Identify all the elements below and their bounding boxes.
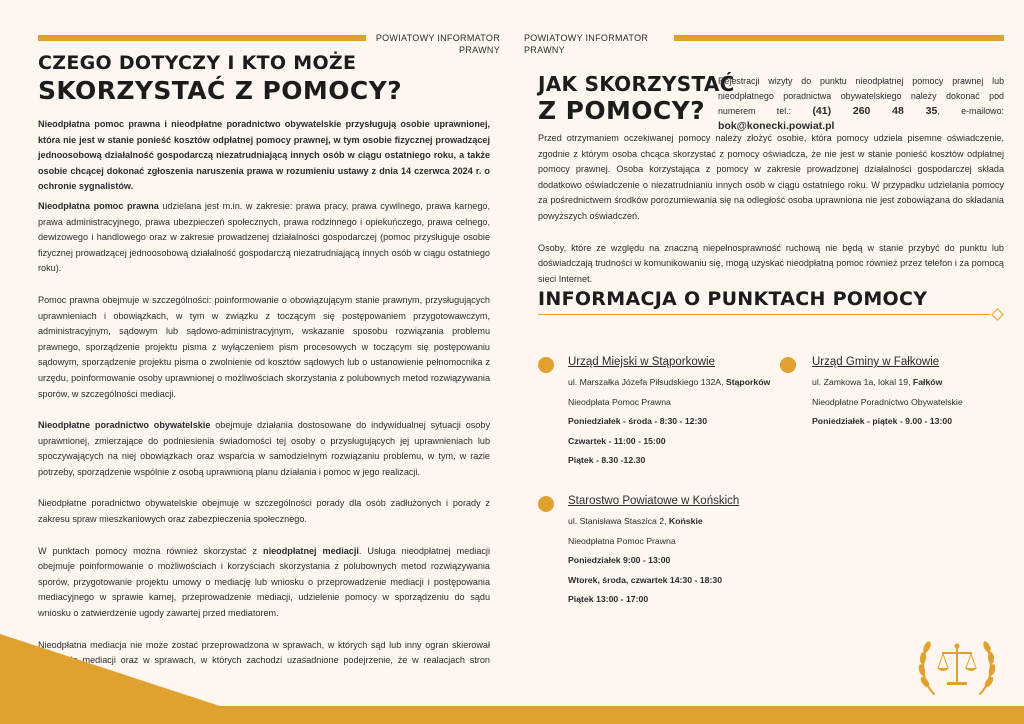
left-header-bar: [38, 35, 366, 41]
office-3-hours-1: Poniedziałek 9:00 - 13:00: [568, 555, 671, 565]
left-p4-bold: Nieodpłatne poradnictwo obywatelskie: [38, 420, 211, 431]
office-3: [568, 493, 808, 610]
right-title-line1: JAK SKORZYSTAĆ: [538, 72, 735, 96]
office-1-hours-3: Piątek - 8.30 -12.30: [568, 455, 646, 465]
office-2-hours-1: Poniedziałek - piątek - 9.00 - 13:00: [812, 416, 953, 426]
left-paragraph-1: [38, 117, 490, 195]
right-paragraph-1: [538, 131, 1004, 225]
left-p6-text-a: W punktach pomocy można również skorzystać z: [38, 545, 264, 556]
office-2-address: [812, 373, 1012, 393]
office-1-marker-icon: [538, 357, 554, 373]
office-1-address-city: Stąporków: [725, 377, 771, 387]
office-1-address: [568, 373, 798, 393]
left-p6-bold: nieodpłatnej mediacji: [263, 545, 359, 556]
bottom-bar: [0, 706, 1024, 724]
left-p1-text: Nieodpłatna pomoc prawna i nieodpłatne poradnictwo obywatelskie przysługują osobie uprawnionej, która nie jest w stanie ponieść kosztów odpłatnej pomocy prawnej, w tym osobie fizycznej prowadzącej jednoosobową działalność gospodarczą niezatrudniającą innych osób w ciągu ostatniego roku, a także osobie chcącej dokonać zgłoszenia naruszenia prawa w rozumieniu ustawy z dnia 14 czerwca 2024 r. o ochronie sygnalistów.: [38, 119, 490, 192]
office-3-hours-3: Piątek 13:00 - 17:00: [568, 594, 649, 604]
info-section-title: INFORMACJA O PUNKTACH POMOCY: [538, 288, 928, 310]
right-title-line2: Z POMOCY?: [538, 96, 706, 125]
right-p1-text: Przed otrzymaniem oczekiwanej pomocy należy złożyć osobie, która pomocy udziela pisemne oświadczenie, zgodnie z którym osoba chcąca skorzystać z pomocy oświadcza, że nie jest w stanie ponieść kosztów odpłatnej pomocy prawnej. Osoba korzystająca z pomocy w zakresie prowadzonej działalności gospodarczej składa dodatkowo oświadczenie o niezatrudnianiu innych osób w ciągu ostatniego roku. W przypadku udzielania pomocy za pośrednictwem środków porozumiewania się na odległość osoba uprawniona nie jest zobowiązana do składania powyższych oświadczeń.: [538, 133, 1004, 221]
office-1-type: Nieodpłata Pomoc Prawna: [568, 396, 671, 407]
left-title-line2: SKORZYSTAĆ Z POMOCY?: [38, 76, 402, 105]
left-p2-text: udzielana jest m.in. w zakresie: prawa pracy, prawa cywilnego, prawa karnego, prawa administracyjnego, prawa ubezpieczeń społecznych, prawa rodzinnego i opiekuńczego, prawa celnego, dewizowego i handlowego oraz w zakresie prowadzenej działalności gospodarczej (pomoc przysługuje osobie fizycznej prowadzącej jednoosobową działalność gospodarczą niezatrudniającą innych osób w ciągu ostatniego roku).: [38, 200, 490, 274]
left-p2-bold: Nieodpłatna pomoc prawna: [38, 200, 159, 211]
left-p3-text: Pomoc prawna obejmuje w szczególności: poinformowanie o obowiązującym stanie prawnym, przysługujących uprawnieniach i obowiązkach, w tym w związku z toczącym się postępowaniem przygotowawczym, administracyjnym, sądowym lub sądowo-administracyjnym, wskazanie sposobu rozwiązania problemu prawnego, sporządzenie projektu pisma z wyłączeniem pism procesowych w toczącym się postępowaniu sądowym, sporządzenie projektu pisma o zwolnienie od kosztów sądowych lub o ustanowienie pełnomocnika z urzędu, poinformowanie osoby uprawnionej o możliwościach skorzystania z polubownych metod rozwiązywania sporów, w szczególności mediacji.: [38, 294, 490, 399]
right-paragraph-2: [538, 241, 1004, 288]
office-1-hours-1: Poniedziałek - środa - 8:30 - 12:30: [568, 416, 708, 426]
office-2-marker-icon: [780, 357, 796, 373]
office-2-name[interactable]: Urząd Gminy w Fałkowie: [812, 356, 940, 368]
left-header-tag-line2: PRAWNY: [459, 45, 500, 55]
registration-email[interactable]: bok@konecki.powiat.pl: [718, 120, 835, 132]
right-header-tag-line1: POWIATOWY INFORMATOR: [524, 33, 649, 43]
registration-text-main: Rejestracji wizyty do punktu nieodpłatnej pomocy prawnej lub nieodpłatnego poradnictwa obywatelskiego należy dokonać pod numerem tel.:: [718, 76, 1004, 116]
scales-of-justice-laurel-icon: [912, 624, 1002, 708]
office-3-type: Nieodpłatna Pomoc Prawna: [568, 535, 676, 546]
office-3-hours-2: Wtorek, środa, czwartek 14:30 - 18:30: [568, 574, 723, 585]
left-header-tag: [372, 32, 500, 56]
office-1-name[interactable]: Urząd Miejski w Stąporkowie: [568, 356, 715, 368]
left-body: [38, 117, 490, 694]
registration-phone[interactable]: (41) 260 48 35: [812, 105, 938, 117]
info-divider-line: [538, 314, 990, 315]
office-2: [812, 354, 1012, 432]
diamond-icon: [991, 308, 1004, 321]
office-3-address-street: ul. Stanisława Staszica 2,: [568, 516, 669, 526]
left-p6-text-b: . Usługa nieodpłatnej mediacji obejmuje poinformowanie o możliwościach i korzyściach skorzystania z polubownych metod rozwiązywania sporów, przygotowanie projektu umowy o mediację lub wniosku o przeprowadzenie mediacji i postępowania mediacyjnego w sprawie karnej, przeprowadzenie mediacji, udzielenie pomocy w sporządzeniu do sądu wniosku o zatwierdzenie ugody zawartej przed mediatorem.: [38, 545, 490, 619]
registration-text: [718, 74, 1004, 134]
office-2-type: Nieodpłatne Poradnictwo Obywatelskie: [812, 396, 963, 407]
left-header-tag-line1: POWIATOWY INFORMATOR: [375, 33, 500, 43]
left-title-line1: CZEGO DOTYCZY I KTO MOŻE: [38, 52, 357, 74]
office-2-address-street: ul. Zamkowa 1a, lokal 19,: [812, 377, 913, 387]
office-1-address-street: ul. Marszałka Józefa Piłsudskiego 132A,: [568, 377, 726, 387]
right-header-tag-line2: PRAWNY: [524, 45, 565, 55]
right-body: [538, 131, 1004, 287]
right-header-bar: [674, 35, 1004, 41]
left-p7-text: Nieodpłatna mediacja nie może zostać przeprowadzona w sprawach, w których sąd lub inny ogran skierował strony do mediacji oraz w sprawach, w których zachodzi uzasadnione podejrzenie, że w realacjach stron występuje przemoc.: [38, 639, 490, 681]
left-p4-text: obejmuje działania dostosowane do indywidualnej sytuacji osoby uprawnionej, zmierzające do podniesienia świadomości tej osoby o przysługujących jej uprawnieniach lub spoczywających na niej obowiązkach oraz wsparcia w samodzielnym rozwiązaniu problemu, w tym, w razie potrzeby, sporządzenie wspólnie z osobą uprawnioną planu działania i pomoc w jego realizacji.: [38, 420, 490, 477]
left-paragraph-2: [38, 199, 490, 277]
left-paragraph-4: [38, 418, 490, 480]
left-p5-text: Nieodpłatne poradnictwo obywatelskie obejmuje w szczególności porady dla osób zadłużonych i porady z zakresu spraw mieszkaniowych oraz zabezpieczenia społecznego.: [38, 498, 490, 525]
left-paragraph-3: [38, 293, 490, 402]
registration-text-mid: , e-mailowo:: [937, 106, 1004, 116]
right-p2-text: Osoby, które ze względu na znaczną niepełnosprawność ruchową nie będą w stanie przybyć do punktu lub doświadczają trudności w komunikowaniu się, mogą uzyskać nieodpłatną pomoc również przez telefon i za pomocą sieci Internet.: [538, 242, 1004, 284]
left-paragraph-6: [38, 544, 490, 622]
office-3-name[interactable]: Starostwo Powiatowe w Końskich: [568, 495, 740, 507]
office-3-address: [568, 512, 808, 532]
left-trailing-dot: .: [38, 684, 41, 695]
left-paragraph-5: [38, 496, 490, 527]
office-3-marker-icon: [538, 496, 554, 512]
office-1-hours-2: Czwartek - 11:00 - 15:00: [568, 435, 666, 446]
office-1: [568, 354, 798, 471]
office-3-address-city: Końskie: [668, 516, 703, 526]
right-header-tag: [524, 32, 684, 56]
office-2-address-city: Fałków: [912, 377, 943, 387]
